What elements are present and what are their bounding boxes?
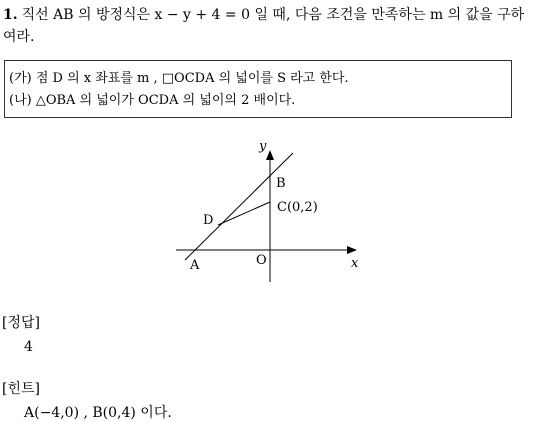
problem-text: 직선 AB 의 방정식은 x − y + 4 = 0 일 때, 다음 조건을 만족하는 m 의 값을 구하여라.: [3, 7, 525, 45]
hint-title: [힌트]: [2, 381, 40, 397]
y-axis-arrow: [266, 150, 274, 160]
y-axis-label: y: [259, 139, 267, 154]
condition-ga: (가) 점 D 의 x 좌표를 m , □OCDA 의 넓이를 S 라고 한다.: [9, 71, 349, 86]
origin-label: O: [256, 253, 267, 268]
hint-text: A(−4,0) , B(0,4) 이다.: [24, 405, 172, 421]
point-c-label: C(0,2): [277, 200, 318, 215]
x-axis-arrow: [347, 246, 357, 254]
point-b-label: B: [276, 176, 286, 191]
x-axis-label: x: [351, 256, 359, 271]
problem-number: 1.: [3, 7, 18, 23]
point-d-label: D: [203, 213, 214, 228]
condition-na: (나) △OBA 의 넓이가 OCDA 의 넓이의 2 배이다.: [9, 93, 296, 108]
answer-value: 4: [24, 339, 33, 355]
answer-title: [정답]: [2, 315, 40, 331]
point-a-label: A: [190, 258, 200, 273]
segment-dc: [218, 202, 270, 225]
